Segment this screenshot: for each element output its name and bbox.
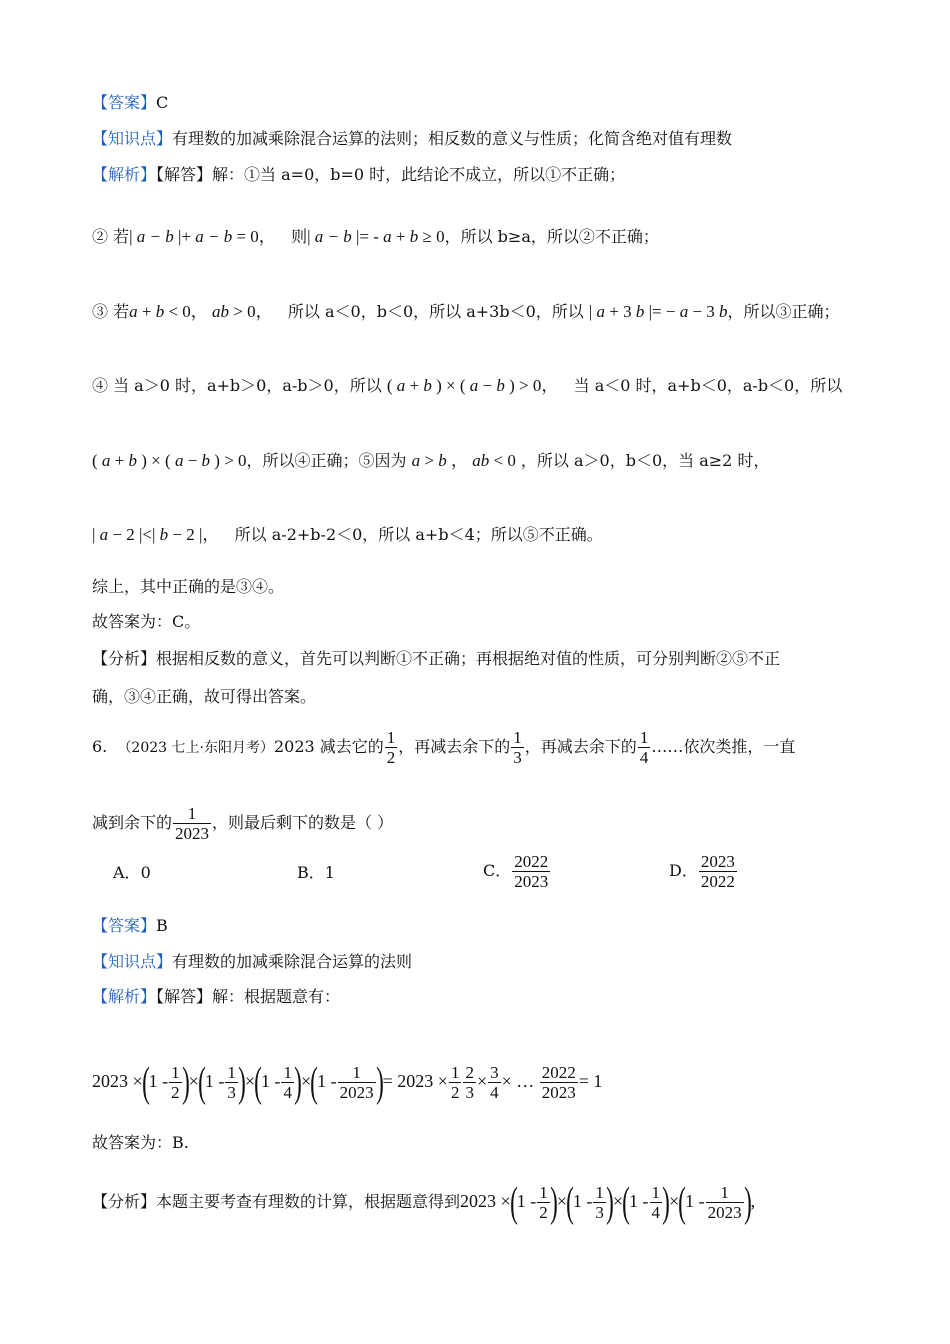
solve-tag: 【解答】: [156, 165, 213, 184]
q6-conclusion: 故答案为：B.: [92, 1133, 189, 1152]
q6-stem-line1: [92, 728, 795, 767]
q5-line2: [92, 224, 659, 250]
line-text: 所以 a-2+b-2＜0，所以 a+b＜4；所以⑤不正确。: [234, 525, 603, 544]
line-text: ③ 若: [92, 302, 130, 321]
line-text: 当 a＜0 时，a+b＜0，a-b＜0，所以: [573, 376, 843, 395]
q6-fenxi: [92, 1176, 755, 1227]
q5-conclusion: 故答案为：C。: [92, 612, 201, 631]
option-label: A．: [113, 863, 141, 882]
q5-analysis-line1: [92, 162, 625, 188]
knowledge-tag: 【知识点】: [92, 129, 173, 148]
option-label: D．: [669, 861, 698, 880]
analysis-tag: 【解析】: [92, 165, 157, 184]
fraction-one-quarter: $\frac{1}{4}$: [639, 728, 649, 767]
line-text: ，所以③正确；: [727, 302, 840, 321]
math-expression: a + b < 0， ab > 0，: [129, 302, 273, 321]
line-text: 所以 a＜0，b＜0，所以 a+3b＜0，所以: [287, 302, 584, 321]
answer-value: C: [156, 93, 169, 112]
math-expression: | a − 2 |<| b − 2 |，: [92, 525, 220, 544]
math-expression: 2023 ×(1 - $\frac{1}{2}$ )×(1 - $\frac{1}{3}$ )×(1 - $\frac{1}{4}$ )×(1 - $\frac{1}{2023}$ ),: [460, 1179, 756, 1226]
option-b[interactable]: [297, 860, 335, 886]
analysis-text: 解：①当 a=0，b=0 时，此结论不成立，所以①不正确；: [212, 165, 626, 184]
answer-tag: 【答案】: [92, 916, 157, 935]
fraction-one-half: $\frac{1}{2}$: [386, 728, 396, 767]
q5-fenxi: [92, 646, 780, 672]
fenxi-text: 本题主要考查有理数的计算，根据题意得到: [156, 1192, 461, 1211]
q6-analysis: [92, 984, 340, 1010]
analysis-text: 解：根据题意有：: [212, 987, 341, 1006]
knowledge-tag: 【知识点】: [92, 952, 173, 971]
fenxi-tag: 【分析】: [92, 1192, 157, 1211]
math-expression: | a − b |= - a + b ≥ 0: [307, 227, 445, 246]
question-number: 6.: [92, 737, 108, 756]
q6-formula: 2023 ×(1 - $\frac{1}{2}$ )×(1 - $\frac{1}{3}$ )×(1 - $\frac{1}{4}$ )×(1 - $\frac{1}{2023}$ )= 2023 × $\frac{1}{2}$ $\frac{2}{3}$ × $\frac{3}{4}$ × … $\frac{2022}{2023}$ = 1: [92, 1059, 603, 1106]
line-text: 则: [291, 227, 308, 246]
math-expression: | a − b |+ a − b = 0，: [129, 227, 276, 246]
q6-answer: [92, 913, 168, 939]
q5-line5: [92, 448, 769, 474]
option-value: 1: [324, 863, 335, 882]
option-c[interactable]: [483, 852, 551, 891]
option-fraction: $\frac{2023}{2022}$: [700, 852, 735, 891]
math-expression: a > b ， ab < 0: [411, 451, 516, 470]
question-source: （2023 七上·东阳月考）: [117, 740, 274, 756]
q6-knowledge: [92, 949, 412, 975]
option-a[interactable]: [113, 860, 151, 886]
line-text: ，所以 a＞0，b＜0，当 a≥2 时，: [520, 451, 770, 470]
math-expression: ( a + b ) × ( a − b ) > 0: [92, 451, 247, 470]
fraction-one-third: $\frac{1}{3}$: [513, 728, 522, 767]
q5-fenxi-cont: 确，③④正确，故可得出答案。: [92, 687, 317, 706]
q6-stem-line2: [92, 804, 393, 843]
knowledge-text: 有理数的加减乘除混合运算的法则: [172, 952, 413, 971]
line-text: ② 若: [92, 227, 130, 246]
option-label: B．: [297, 863, 325, 882]
math-expression: | a + 3 b |= − a − 3 b: [588, 302, 728, 321]
option-fraction: $\frac{2022}{2023}$: [514, 852, 549, 891]
q5-line3: [92, 299, 840, 325]
fenxi-text: 根据相反数的意义，首先可以判断①不正确；再根据绝对值的性质，可分别判断②⑤不正: [156, 649, 781, 668]
stem-text: ……依次类推，一直: [651, 737, 796, 756]
stem-text: 减到余下的: [92, 813, 173, 832]
line-text: ④ 当 a＞0 时，a+b＞0，a-b＞0，所以: [92, 376, 382, 395]
answer-value: B: [156, 916, 168, 935]
stem-text: ，则最后剩下的数是（ ）: [212, 813, 394, 832]
option-label: C．: [483, 861, 512, 880]
q5-line4: [92, 373, 842, 399]
line-text: ，所以④正确；⑤因为: [246, 451, 407, 470]
q5-line6: [92, 522, 603, 548]
knowledge-text: 有理数的加减乘除混合运算的法则；相反数的意义与性质；化简含绝对值有理数: [172, 129, 733, 148]
option-value: 0: [140, 863, 151, 882]
answer-tag: 【答案】: [92, 93, 157, 112]
option-d[interactable]: [669, 852, 738, 891]
stem-text: 2023 减去它的: [273, 737, 384, 756]
stem-text: ，再减去余下的: [398, 737, 511, 756]
stem-text: ，再减去余下的: [524, 737, 637, 756]
fraction-one-2023: $\frac{1}{2023}$: [175, 804, 210, 843]
math-expression: ( a + b ) × ( a − b ) > 0，: [386, 376, 559, 395]
q5-summary: 综上，其中正确的是③④。: [92, 577, 285, 596]
line-text: ，所以 b≥a，所以②不正确；: [444, 227, 659, 246]
fenxi-tag: 【分析】: [92, 649, 157, 668]
solve-tag: 【解答】: [156, 987, 213, 1006]
q5-answer: [92, 90, 168, 116]
q5-knowledge: [92, 126, 732, 152]
analysis-tag: 【解析】: [92, 987, 157, 1006]
